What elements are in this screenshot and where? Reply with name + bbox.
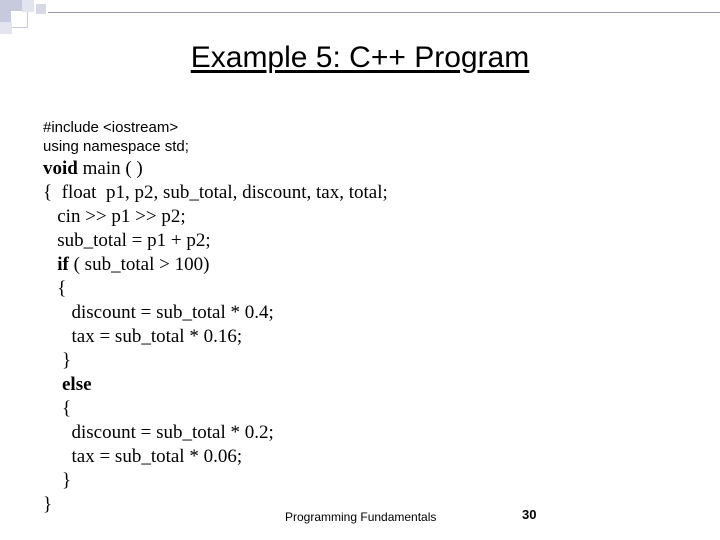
code-line-else <box>43 373 92 397</box>
keyword-else: else <box>62 374 92 395</box>
keyword-if: if <box>57 254 69 275</box>
corner-square-pale <box>22 0 34 12</box>
code-main-rest: main ( ) <box>77 158 143 179</box>
corner-square-small <box>36 4 46 14</box>
code-line-include: #include <iostream> <box>43 119 179 136</box>
slide-footer: Programming Fundamentals <box>285 510 437 524</box>
corner-square-pale-2 <box>0 22 12 34</box>
slide-corner-decoration <box>0 0 720 40</box>
slide-title <box>0 38 720 78</box>
code-line-close-main: } <box>43 494 53 515</box>
code-line-open1: { <box>43 278 67 299</box>
code-line-close1: } <box>43 350 72 371</box>
keyword-void: void <box>43 158 78 179</box>
code-line-disc1: discount = sub_total * 0.4; <box>43 302 274 323</box>
code-line-close2: } <box>43 470 72 491</box>
corner-square-white <box>10 10 28 28</box>
slide-title-text: Example 5: C++ Program <box>190 41 530 74</box>
code-line-tax2: tax = sub_total * 0.06; <box>43 446 243 467</box>
code-line-if <box>43 253 209 277</box>
code-line-using: using namespace std; <box>43 138 189 155</box>
top-rule <box>48 12 720 13</box>
code-line-main <box>43 157 143 181</box>
code-line-tax1: tax = sub_total * 0.16; <box>43 326 243 347</box>
code-if-rest: ( sub_total > 100) <box>68 254 210 275</box>
code-line-decl: { float p1, p2, sub_total, discount, tax, total; <box>43 182 388 203</box>
code-line-cin: cin >> p1 >> p2; <box>43 206 186 227</box>
page-number: 30 <box>522 507 537 522</box>
code-line-disc2: discount = sub_total * 0.2; <box>43 422 274 443</box>
code-line-sum: sub_total = p1 + p2; <box>43 230 211 251</box>
code-line-open2: { <box>43 398 72 419</box>
